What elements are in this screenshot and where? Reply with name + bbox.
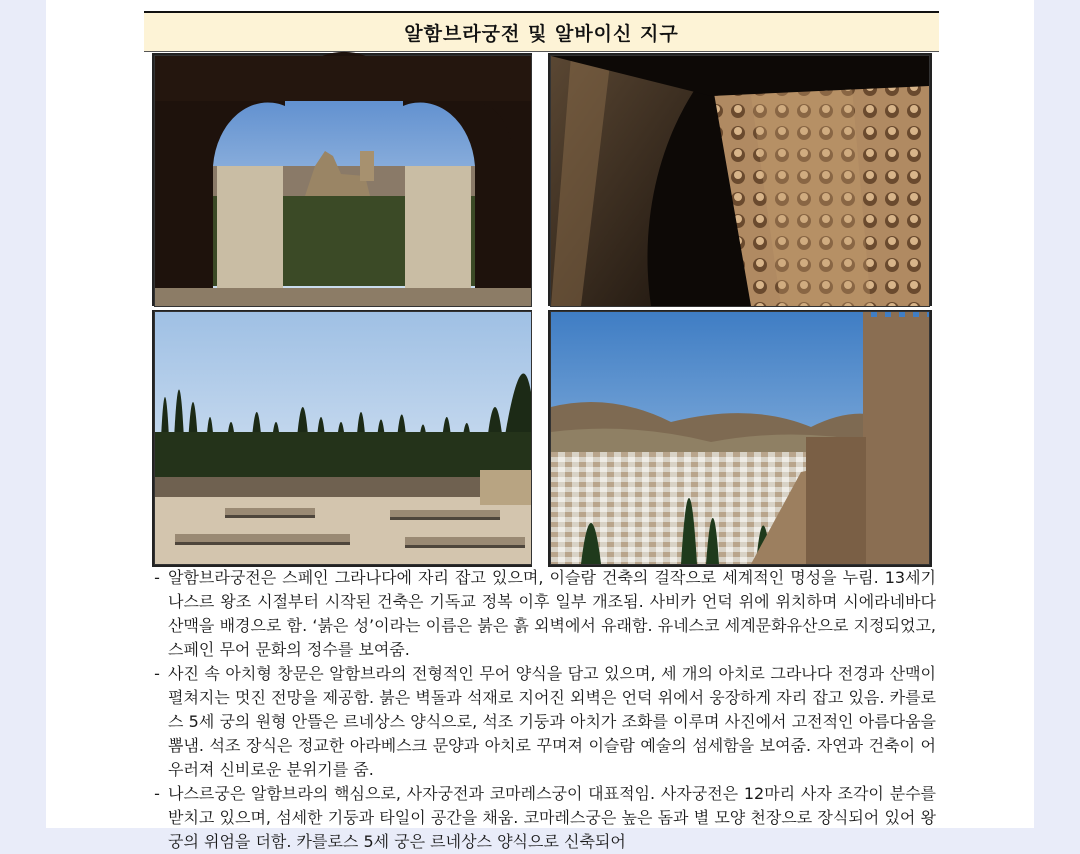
document-page: [46, 0, 1034, 851]
document-title: 알함브라궁전 및 알바이신 지구: [144, 11, 939, 52]
bullet-marker: -: [154, 568, 160, 587]
bullet-marker: -: [154, 784, 160, 803]
description-item: [146, 782, 936, 854]
bullet-marker: -: [154, 664, 160, 683]
grid-divider: [532, 53, 548, 567]
description-item: [146, 662, 936, 782]
photo-grid: [152, 53, 932, 567]
photo-arch-window: [154, 55, 532, 307]
description-item: [146, 566, 936, 662]
description-list: [146, 566, 936, 854]
description-text: 사진 속 아치형 창문은 알함브라의 전형적인 무어 양식을 담고 있으며, 세 개의 아치로 그라나다 전경과 산맥이 펼쳐지는 멋진 전망을 제공함. 붉은 벽돌과 석재로 지어진 외벽은 언덕 위에서 웅장하게 자리 잡고 있음. 카를로스 5세 궁의 원형 안뜰은 르네상스 양식으로, 석조 기둥과 아치가 조화를 이루며 사진에서 고전적인 아름다움을 뽐냄. 석조 장식은 정교한 아라베스크 문양과 아치로 꾸며져 이슬람 예술의 섬세함을 보여줌. 자연과 건축이 어우러져 신비로운 분위기를 줌.: [168, 664, 936, 779]
description-text: 알함브라궁전은 스페인 그라나다에 자리 잡고 있으며, 이슬람 건축의 걸작으로 세계적인 명성을 누림. 13세기 나스르 왕조 시절부터 시작된 건축은 기독교 정복 이후 일부 개조됨. 사비카 언덕 위에 위치하며 시에라네바다 산맥을 배경으로 함. ‘붉은 성’이라는 이름은 붉은 흙 외벽에서 유래함. 유네스코 세계문화유산으로 지정되었고, 스페인 무어 문화의 정수를 보여줌.: [168, 568, 936, 659]
photo-albaicin-view: [550, 311, 930, 565]
photo-carved-arch: [550, 55, 930, 307]
photo-cypress-garden: [154, 311, 532, 565]
description-text: 나스르궁은 알함브라의 핵심으로, 사자궁전과 코마레스궁이 대표적임. 사자궁전은 12마리 사자 조각이 분수를 받치고 있으며, 섬세한 기둥과 타일이 공간을 채움. 코마레스궁은 높은 돔과 별 모양 천장으로 장식되어 있어 왕궁의 위엄을 더함. 카를로스 5세 궁은 르네상스 양식으로 신축되어: [168, 784, 936, 851]
